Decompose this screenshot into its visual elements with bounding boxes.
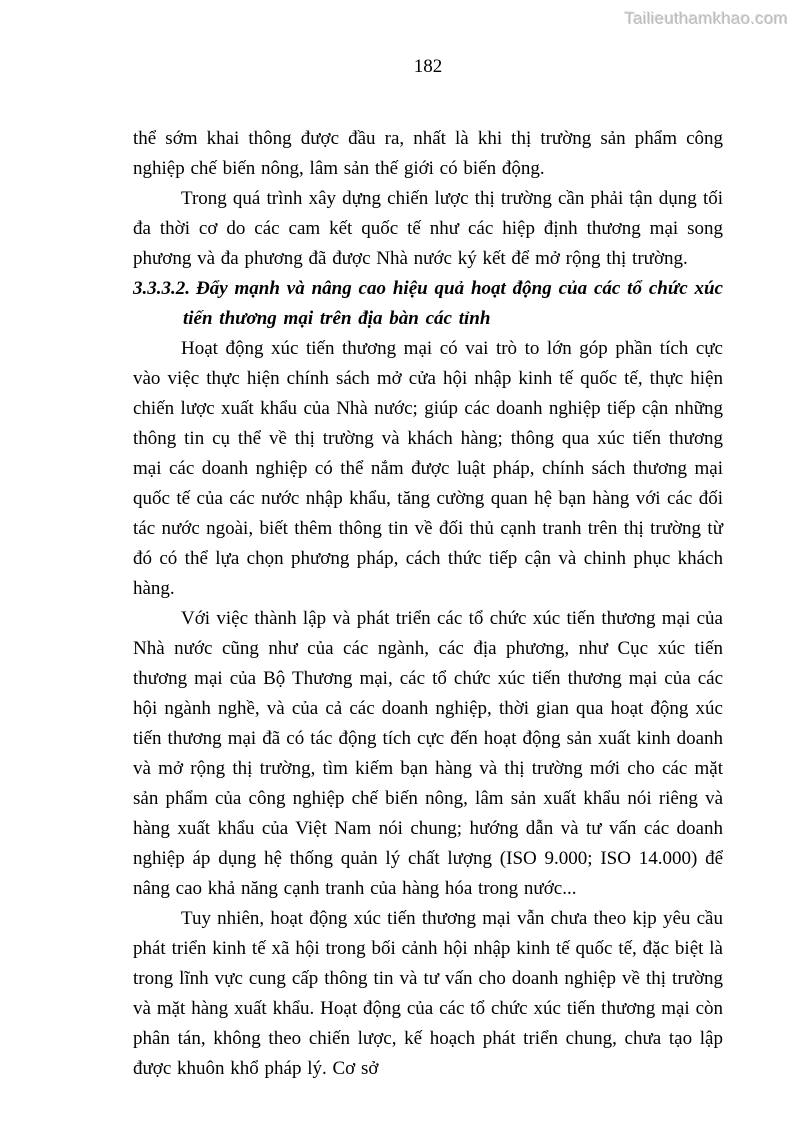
- body-paragraph-limitations: Tuy nhiên, hoạt động xúc tiến thương mại vẫn chưa theo kịp yêu cầu phát triển kinh tế xã hội trong bối cảnh hội nhập kinh tế quốc tế, đặc biệt là trong lĩnh vực cung cấp thông tin và tư vấn cho doanh nghiệp về thị trường và mặt hàng xuất khẩu. Hoạt động của các tổ chức xúc tiến thương mại còn phân tán, không theo chiến lược, kế hoạch phát triển chung, chưa tạo lập được khuôn khổ pháp lý. Cơ sở: [133, 908, 723, 1079]
- body-paragraph-role: Hoạt động xúc tiến thương mại có vai trò to lớn góp phần tích cực vào việc thực hiện chính sách mở cửa hội nhập kinh tế quốc tế, thực hiện chiến lược xuất khẩu của Nhà nước; giúp các doanh nghiệp tiếp cận những thông tin cụ thể về thị trường và khách hàng; thông qua xúc tiến thương mại các doanh nghiệp có thể nắm được luật pháp, chính sách thương mại quốc tế của các nước nhập khẩu, tăng cường quan hệ bạn hàng với các đối tác nước ngoài, biết thêm thông tin về đối thủ cạnh tranh trên thị trường từ đó có thể lựa chọn phương pháp, cách thức tiếp cận và chinh phục khách hàng.: [133, 338, 723, 599]
- watermark: Tailieuthamkhao.com: [624, 9, 788, 28]
- section-heading-number: 3.3.3.2.: [133, 278, 190, 299]
- section-heading: [133, 274, 723, 334]
- section-heading-text: Đẩy mạnh và nâng cao hiệu quả hoạt động của các tổ chức xúc tiến thương mại trên địa bàn các tỉnh: [183, 278, 723, 329]
- body-paragraph-strategy: Trong quá trình xây dựng chiến lược thị trường cần phải tận dụng tối đa thời cơ do các cam kết quốc tế như các hiệp định thương mại song phương và đa phương đã được Nhà nước ký kết để mở rộng thị trường.: [133, 188, 723, 269]
- body-paragraph-continuation: thể sớm khai thông được đầu ra, nhất là khi thị trường sản phẩm công nghiệp chế biến nông, lâm sản thế giới có biến động.: [133, 128, 723, 179]
- body-paragraph-development: Với việc thành lập và phát triển các tổ chức xúc tiến thương mại của Nhà nước cũng như của các ngành, các địa phương, như Cục xúc tiến thương mại của Bộ Thương mại, các tổ chức xúc tiến thương mại của các hội ngành nghề, và của cả các doanh nghiệp, thời gian qua hoạt động xúc tiến thương mại đã có tác động tích cực đến hoạt động sản xuất kinh doanh và mở rộng thị trường, tìm kiếm bạn hàng và thị trường mới cho các mặt sản phẩm của công nghiệp chế biến nông, lâm sản xuất khẩu nói riêng và hàng xuất khẩu của Việt Nam nói chung; hướng dẫn và tư vấn các doanh nghiệp áp dụng hệ thống quản lý chất lượng (ISO 9.000; ISO 14.000) để nâng cao khả năng cạnh tranh của hàng hóa trong nước...: [133, 608, 723, 899]
- page-body: [133, 124, 723, 1084]
- page-number: 182: [413, 56, 443, 77]
